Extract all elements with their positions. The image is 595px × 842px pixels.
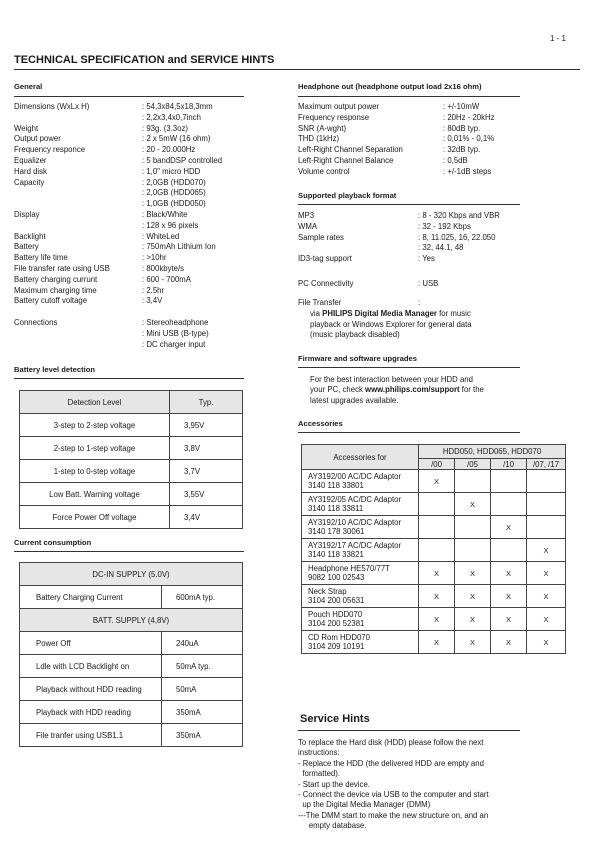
general-spec-value: : 5 bandDSP controlled — [142, 155, 223, 165]
general-spec-label: Output power — [14, 134, 61, 144]
general-spec-label — [14, 329, 142, 340]
general-spec-label — [14, 340, 142, 351]
accessory-row — [302, 539, 566, 562]
general-spec-value: : DC charger input — [142, 339, 206, 349]
current-value-cell: 50mA — [162, 678, 243, 701]
general-spec-value: : 2.5hr — [142, 285, 165, 295]
general-spec-label: Battery charging currunt — [14, 274, 98, 284]
general-spec-row — [14, 102, 284, 113]
compatibility-mark — [527, 516, 566, 539]
general-spec-value: : >10hr — [142, 253, 167, 263]
playback-spec-label: MP3 — [298, 211, 315, 220]
headphone-spec-value: : 0,5dB — [443, 155, 468, 165]
page-number: 1 - 1 — [549, 34, 566, 43]
general-spec-row — [14, 329, 284, 340]
current-value-cell: 50mA typ. — [162, 655, 243, 678]
general-spec-value: : Mini USB (B-type) — [142, 328, 209, 338]
general-spec-label — [14, 307, 142, 318]
headphone-spec-label: Left-Right Channel Balance — [298, 155, 394, 165]
compatibility-mark: X — [491, 562, 527, 585]
accessory-row — [302, 562, 566, 585]
accessory-name-cell — [302, 562, 419, 585]
current-table-row — [20, 701, 243, 724]
current-item-cell: Power Off — [20, 632, 162, 655]
typ-value-cell: 3,4V — [170, 506, 243, 529]
general-spec-row — [14, 113, 284, 124]
headphone-spec-list — [298, 102, 558, 178]
playback-spec-row — [298, 254, 568, 265]
battery-table-header — [20, 391, 243, 414]
general-spec-row — [14, 286, 284, 297]
accessories-header-row — [302, 445, 566, 459]
current-table-row — [20, 632, 243, 655]
accessory-code: 9082 100 02543 — [308, 573, 365, 582]
compatibility-mark: X — [419, 631, 455, 654]
accessory-name-cell — [302, 631, 419, 654]
current-consumption-table — [19, 562, 243, 747]
compatibility-mark — [419, 516, 455, 539]
playback-spec-label: WMA — [298, 221, 318, 231]
headphone-spec-label: Frequency response — [298, 112, 370, 122]
general-spec-row — [14, 253, 284, 264]
accessory-row — [302, 470, 566, 493]
accessory-name: AY3192/17 AC/DC Adaptor — [308, 541, 402, 550]
current-value-cell: 600mA typ. — [162, 586, 243, 609]
general-spec-value: : Stereoheadphone — [142, 317, 209, 327]
playback-divider — [298, 204, 520, 205]
compatibility-mark: X — [419, 562, 455, 585]
compatibility-mark: X — [491, 608, 527, 631]
playback-spec-label — [298, 243, 418, 254]
accessory-code: 3140 118 33801 — [308, 481, 364, 490]
current-heading: Current consumption — [14, 538, 92, 547]
compatibility-mark: X — [491, 585, 527, 608]
accessory-name-cell — [302, 539, 419, 562]
playback-spec-label: ID3-tag support — [298, 254, 352, 264]
general-spec-label: Hard disk — [14, 166, 47, 176]
general-spec-value: : 600 - 700mA — [142, 274, 191, 284]
general-heading: General — [14, 82, 43, 91]
file-transfer-label: File Transfer — [298, 298, 342, 307]
general-spec-label — [14, 221, 142, 232]
battery-level-table — [19, 390, 243, 529]
firmware-divider — [298, 367, 520, 368]
playback-spec-row — [298, 233, 568, 244]
general-spec-value: : 3,4V — [142, 296, 163, 306]
models-header: HDD050, HDD065, HDD070 — [419, 445, 566, 459]
compatibility-mark: X — [455, 585, 491, 608]
general-spec-row — [14, 210, 284, 221]
current-item-cell: Ldle with LCD Backlight on — [20, 655, 162, 678]
current-divider — [14, 551, 244, 552]
general-spec-value: : 2,2x3,4x0,7inch — [142, 112, 201, 122]
column-header-detection-level: Detection Level — [20, 391, 170, 414]
service-hint-line: instructions: — [298, 748, 340, 758]
headphone-spec-value: : 20Hz - 20kHz — [443, 112, 495, 122]
accessory-name-cell — [302, 608, 419, 631]
accessory-name-cell — [302, 516, 419, 539]
headphone-spec-row — [298, 134, 558, 145]
compatibility-mark: X — [455, 631, 491, 654]
pc-connectivity-label: PC Connectivity — [298, 279, 354, 288]
battery-table-row — [20, 483, 243, 506]
headphone-spec-value: : +/-1dB steps — [443, 166, 492, 176]
dc-supply-header — [20, 563, 243, 586]
general-spec-label: Battery — [14, 242, 39, 252]
accessories-for-header: Accessories for — [302, 445, 419, 470]
playback-spec-value: : 32 - 192 Kbps — [418, 221, 471, 231]
service-hints-title: Service Hints — [300, 713, 370, 725]
accessories-divider — [298, 432, 520, 433]
general-spec-row — [14, 134, 284, 145]
headphone-spec-value: : 0,01% - 0,1% — [443, 134, 495, 144]
general-spec-row — [14, 275, 284, 286]
accessory-code: 3104 209 10191 — [308, 642, 365, 651]
compatibility-mark: X — [527, 562, 566, 585]
headphone-spec-value: : 80dB typ. — [443, 123, 481, 133]
accessory-name-cell — [302, 470, 419, 493]
column-header-typ: Typ. — [170, 391, 243, 414]
general-spec-label: Equalizer — [14, 155, 47, 165]
service-hint-line: formatted). — [298, 769, 341, 779]
playback-spec-value: : Yes — [418, 254, 435, 264]
current-value-cell: 350mA — [162, 724, 243, 747]
compatibility-mark: X — [527, 631, 566, 654]
battery-table-row — [20, 506, 243, 529]
compatibility-mark: X — [491, 631, 527, 654]
firmware-text — [310, 375, 572, 406]
headphone-spec-label: Volume control — [298, 166, 350, 176]
general-spec-row — [14, 188, 284, 199]
general-spec-row — [14, 145, 284, 156]
service-hint-line: To replace the Hard disk (HDD) please follow the next — [298, 738, 484, 747]
detection-level-cell: 1-step to 0-step voltage — [20, 460, 170, 483]
accessory-name: AY3192/05 AC/DC Adaptor — [308, 495, 402, 504]
service-hints-divider — [298, 730, 520, 731]
current-item-cell: Playback without HDD reading — [20, 678, 162, 701]
file-transfer-text: via — [310, 308, 323, 318]
general-spec-label: Backlight — [14, 231, 46, 241]
battery-table-row — [20, 414, 243, 437]
headphone-spec-row — [298, 102, 558, 113]
general-spec-label: Maximum charging time — [14, 285, 97, 295]
compatibility-mark: X — [419, 470, 455, 493]
compatibility-mark: X — [527, 539, 566, 562]
compatibility-mark — [455, 516, 491, 539]
headphone-spec-value: : 32dB typ. — [443, 145, 481, 155]
general-spec-row — [14, 156, 284, 167]
playback-spec-label: Sample rates — [298, 232, 344, 242]
general-divider — [14, 96, 244, 97]
headphone-spec-label: SNR (A-wght) — [298, 123, 347, 133]
support-url: www.philips.com/support — [365, 385, 460, 395]
accessory-code: 3104 200 52381 — [308, 619, 365, 628]
accessory-name: Headphone HE570/77T — [308, 564, 390, 573]
dc-supply-header-label: DC-IN SUPPLY (5.0V) — [20, 563, 243, 586]
service-hint-line: - Connect the device via USB to the computer and start — [298, 790, 489, 800]
typ-value-cell: 3,95V — [170, 414, 243, 437]
general-spec-label — [14, 188, 142, 199]
compatibility-mark: X — [419, 608, 455, 631]
general-spec-row — [14, 307, 284, 318]
general-spec-label — [14, 113, 142, 124]
general-spec-label: Weight — [14, 123, 39, 133]
general-spec-label — [14, 199, 142, 210]
compatibility-mark — [419, 493, 455, 516]
headphone-heading: Headphone out (headphone output load 2x16 ohm) — [298, 82, 482, 91]
general-spec-value: : 2 x 5mW (16 ohm) — [142, 134, 211, 144]
current-table-row — [20, 655, 243, 678]
accessory-code: 3140 178 30061 — [308, 527, 365, 536]
accessory-row — [302, 516, 566, 539]
playback-spec-row — [298, 211, 568, 222]
general-spec-row — [14, 124, 284, 135]
general-spec-row — [14, 318, 284, 329]
accessory-name: Pouch HDD070 — [308, 610, 363, 619]
playback-spec-value: : 8, 11.025, 16, 22.050 — [418, 232, 496, 242]
general-spec-value: : 20 - 20.000Hz — [142, 145, 196, 155]
variant-header: /10 — [491, 459, 527, 470]
service-hint-line: - Replace the HDD (the delivered HDD are empty and — [298, 758, 484, 768]
general-spec-value: : 2,0GB (HDD070) — [142, 177, 206, 187]
variant-header: /00 — [419, 459, 455, 470]
general-spec-row — [14, 340, 284, 351]
firmware-text-part: for the — [459, 385, 484, 395]
general-spec-row — [14, 232, 284, 243]
general-spec-label: Battery cutoff voltage — [14, 296, 88, 306]
battery-table-row — [20, 460, 243, 483]
accessory-name: Neck Strap — [308, 587, 347, 596]
headphone-spec-row — [298, 145, 558, 156]
headphone-spec-label: Left-Right Channel Separation — [298, 145, 403, 155]
typ-value-cell: 3,8V — [170, 437, 243, 460]
battery-supply-header — [20, 609, 243, 632]
firmware-line: For the best interaction between your HDD and — [310, 375, 473, 384]
compatibility-mark — [491, 470, 527, 493]
detection-level-cell: Force Power Off voltage — [20, 506, 170, 529]
accessory-row — [302, 608, 566, 631]
detection-level-cell: 2-step to 1-step voltage — [20, 437, 170, 460]
accessory-code: 3104 200 05631 — [308, 596, 365, 605]
headphone-spec-label: Maximum output power — [298, 102, 380, 111]
compatibility-mark — [491, 539, 527, 562]
pc-connectivity-value: : USB — [418, 279, 439, 288]
compatibility-mark — [527, 470, 566, 493]
playback-spec-value: : 8 - 320 Kbps and VBR — [418, 211, 500, 220]
firmware-text-part: your PC, check — [310, 385, 366, 395]
compatibility-mark — [455, 470, 491, 493]
accessory-name: CD Rom HDD070 — [308, 633, 370, 642]
file-transfer-block — [298, 298, 578, 341]
current-item-cell: Playback with HDD reading — [20, 701, 162, 724]
general-spec-value: : WhiteLed — [142, 231, 180, 241]
file-transfer-line3: (music playback disabled) — [310, 330, 400, 340]
compatibility-mark — [419, 539, 455, 562]
general-spec-label: Connections — [14, 317, 58, 327]
service-hints-text — [298, 738, 574, 832]
compatibility-mark: X — [455, 562, 491, 585]
service-hint-line: empty database. — [298, 821, 367, 831]
general-spec-row — [14, 167, 284, 178]
general-spec-value: : 750mAh Lithium Ion — [142, 242, 216, 252]
compatibility-mark: X — [455, 608, 491, 631]
accessory-row — [302, 493, 566, 516]
accessory-name-cell — [302, 493, 419, 516]
general-spec-row — [14, 199, 284, 210]
accessory-row — [302, 631, 566, 654]
compatibility-mark: X — [455, 493, 491, 516]
service-hint-line: ---The DMM start to make the new structure on, and an — [298, 810, 489, 820]
current-item-cell: File tranfer using USB1.1 — [20, 724, 162, 747]
battery-heading: Battery level detection — [14, 365, 96, 374]
detection-level-cell: 3-step to 2-step voltage — [20, 414, 170, 437]
detection-level-cell: Low Batt. Warning voltage — [20, 483, 170, 506]
playback-spec-row — [298, 243, 568, 254]
battery-divider — [14, 378, 244, 379]
general-spec-label: Display — [14, 209, 40, 219]
current-table-row — [20, 678, 243, 701]
general-spec-row — [14, 264, 284, 275]
compatibility-mark: X — [491, 516, 527, 539]
general-spec-row — [14, 178, 284, 189]
file-transfer-text: for music — [436, 308, 471, 318]
file-transfer-line1 — [298, 309, 578, 320]
compatibility-mark: X — [527, 585, 566, 608]
accessories-heading: Accessories — [298, 419, 343, 428]
current-item-cell: Battery Charging Current — [20, 586, 162, 609]
battery-supply-header-label: BATT. SUPPLY (4,8V) — [20, 609, 243, 632]
accessory-code: 3140 118 33811 — [308, 504, 364, 513]
service-hint-line: up the Digital Media Manager (DMM) — [298, 800, 431, 810]
accessory-name: AY3192/00 AC/DC Adaptor — [308, 472, 402, 481]
variant-header: /07, /17 — [527, 459, 566, 470]
firmware-line — [310, 385, 572, 395]
pc-connectivity-row — [298, 279, 568, 290]
general-spec-label: File transfer rate using USB — [14, 263, 110, 273]
page-title: TECHNICAL SPECIFICATION and SERVICE HINTS — [14, 54, 275, 66]
current-value-cell: 350mA — [162, 701, 243, 724]
general-spec-label: Battery life time — [14, 253, 68, 263]
general-spec-row — [14, 296, 284, 307]
current-value-cell: 240uA — [162, 632, 243, 655]
headphone-spec-value: : +/-10mW — [443, 102, 480, 111]
playback-heading: Supported playback format — [298, 191, 397, 200]
dmm-product-name: PHILIPS Digital Media Manager — [322, 308, 437, 318]
variant-header: /05 — [455, 459, 491, 470]
general-spec-value: : 93g. (3.3oz) — [142, 123, 188, 133]
firmware-heading: Firmware and software upgrades — [298, 354, 418, 363]
general-spec-value: : 128 x 96 pixels — [142, 220, 199, 230]
typ-value-cell: 3,55V — [170, 483, 243, 506]
service-hint-line: - Start up the device. — [298, 779, 370, 789]
accessory-row — [302, 585, 566, 608]
general-spec-value: : 1,0GB (HDD050) — [142, 199, 206, 209]
accessory-code: 3140 118 33821 — [308, 550, 364, 559]
general-spec-label: Frequency responce — [14, 145, 86, 155]
general-spec-list — [14, 102, 284, 350]
headphone-spec-row — [298, 124, 558, 135]
compatibility-mark — [527, 493, 566, 516]
headphone-spec-row — [298, 113, 558, 124]
compatibility-mark: X — [527, 608, 566, 631]
general-spec-value: : 2,0GB (HDD065) — [142, 188, 206, 198]
file-transfer-colon: : — [418, 298, 421, 307]
general-spec-row — [14, 221, 284, 232]
title-divider — [14, 69, 580, 70]
headphone-divider — [298, 96, 520, 97]
firmware-line: latest upgrades available. — [310, 395, 399, 405]
headphone-spec-row — [298, 167, 558, 178]
playback-spec-row — [298, 222, 568, 233]
compatibility-mark: X — [419, 585, 455, 608]
general-spec-value: : Black/White — [142, 209, 188, 219]
typ-value-cell: 3,7V — [170, 460, 243, 483]
general-spec-value: : 54,3x84,5x18,3mm — [142, 102, 213, 111]
compatibility-mark — [491, 493, 527, 516]
playback-spec-value: : 32, 44.1, 48 — [418, 243, 464, 253]
headphone-spec-label: THD (1kHz) — [298, 134, 340, 144]
file-transfer-line2: playback or Windows Explorer for general data — [310, 319, 472, 329]
playback-spec-list — [298, 211, 568, 265]
general-spec-value: : 800kbyte/s — [142, 263, 185, 273]
battery-table-row — [20, 437, 243, 460]
accessory-name: AY3192/10 AC/DC Adaptor — [308, 518, 402, 527]
general-spec-row — [14, 242, 284, 253]
compatibility-mark — [455, 539, 491, 562]
headphone-spec-row — [298, 156, 558, 167]
general-spec-label: Capacity — [14, 177, 45, 187]
current-table-row — [20, 724, 243, 747]
current-table-row — [20, 586, 243, 609]
accessory-name-cell — [302, 585, 419, 608]
general-spec-label: Dimensions (WxLx H) — [14, 102, 90, 111]
general-spec-value: : 1,0" micro HDD — [142, 166, 201, 176]
accessories-table — [301, 444, 566, 654]
